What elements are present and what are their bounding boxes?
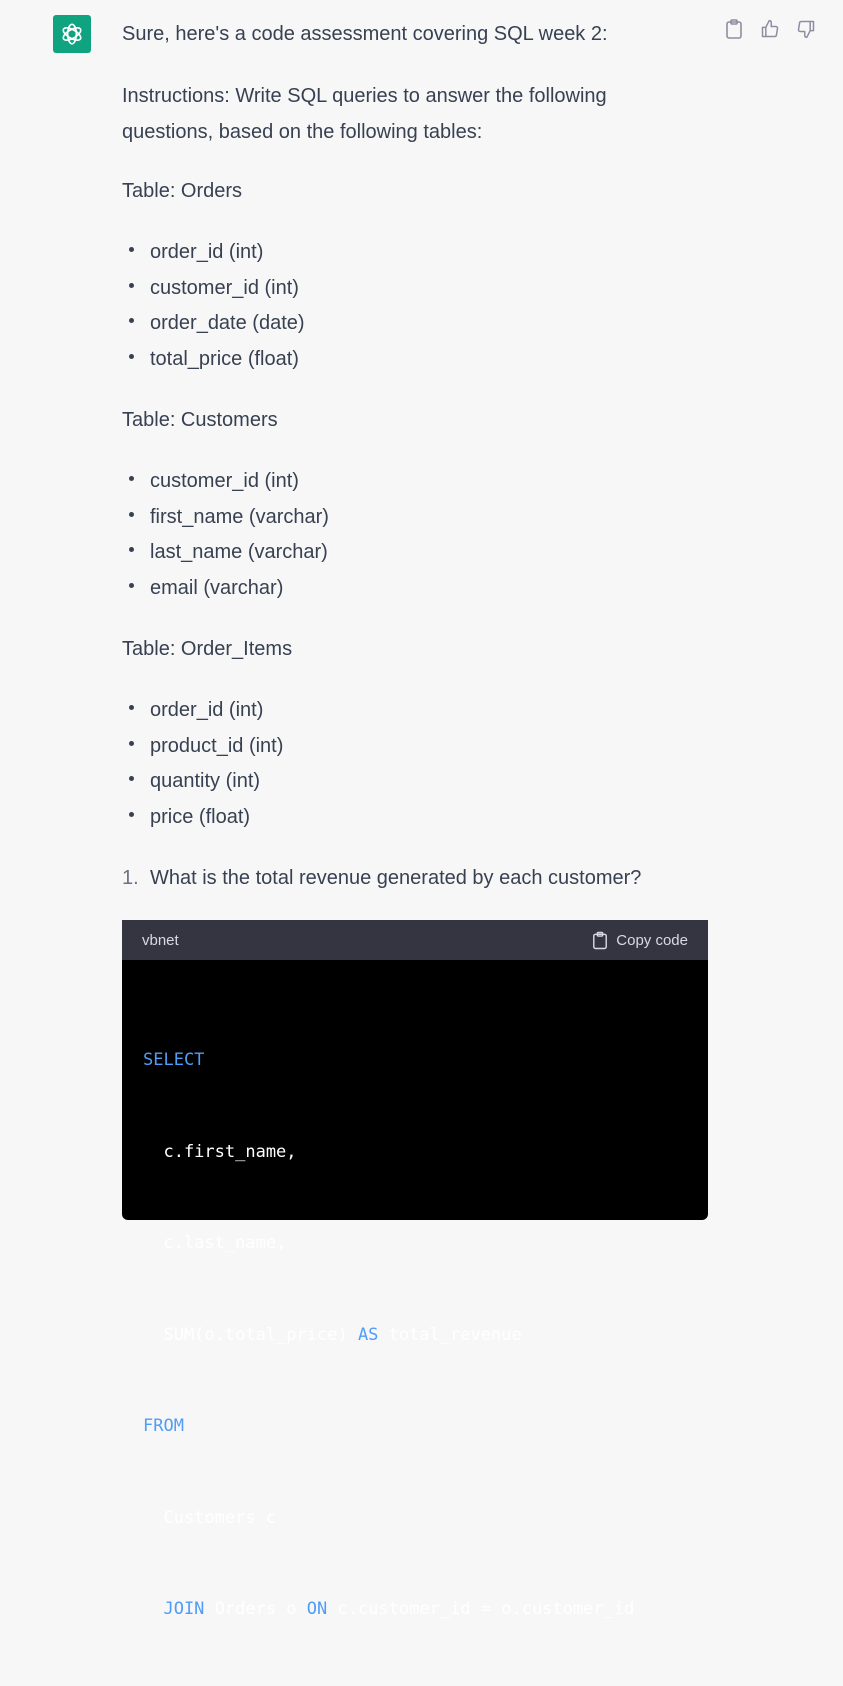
table-title-order-items: Table: Order_Items [122,638,293,660]
list-item: customer_id (int) [122,271,305,307]
code-line [143,1228,688,1259]
order-items-columns-list [122,693,283,835]
list-item: total_price (float) [122,342,305,378]
list-item: last_name (varchar) [122,535,329,571]
sql-keyword: AS [357,1324,379,1345]
code-text: c.first_name, [143,1141,297,1162]
sql-keyword: JOIN [143,1599,205,1619]
message-actions [723,18,817,40]
list-item: email (varchar) [122,571,329,607]
code-block-header [122,920,708,960]
sql-keyword: ON [306,1599,328,1619]
code-line [143,1137,688,1168]
code-text: c.last_name, [143,1233,287,1253]
thumbs-up-icon [760,19,780,39]
openai-logo-icon [59,21,85,47]
sql-keyword: FROM [143,1416,184,1436]
code-body [122,960,708,1686]
list-item: order_id (int) [122,235,305,271]
copy-code-label: Copy code [616,931,688,949]
copy-code-button[interactable] [592,931,688,950]
code-text: SUM(o.total_price) [143,1324,358,1345]
thumbs-up-button[interactable] [759,18,781,40]
list-item: quantity (int) [122,764,283,800]
list-item: order_id (int) [122,693,283,729]
question-item [122,860,641,896]
code-line [143,1594,688,1625]
list-item: product_id (int) [122,729,283,765]
code-line [143,1320,688,1351]
code-line [143,1503,688,1534]
code-text: Customers c [143,1507,277,1528]
table-title-customers: Table: Customers [122,409,278,431]
assistant-avatar [53,15,91,53]
thumbs-down-icon [796,19,816,39]
customers-columns-list [122,464,329,606]
message-intro: Sure, here's a code assessment covering SQL week 2: [122,23,608,45]
list-item: customer_id (int) [122,464,329,500]
question-text: What is the total revenue generated by each customer? [150,867,642,889]
list-item: order_date (date) [122,306,305,342]
list-item: first_name (varchar) [122,500,329,536]
code-line [143,1045,688,1076]
table-title-orders: Table: Orders [122,180,243,202]
sql-keyword: SELECT [143,1050,205,1070]
code-line [143,1411,688,1442]
message-instructions: Instructions: Write SQL queries to answer the following questions, based on the following tables: [122,85,607,143]
code-text: c.customer_id = o.customer_id [327,1599,635,1619]
clipboard-icon [725,19,743,39]
code-block [122,920,708,1619]
question-number: 1. [122,867,139,889]
clipboard-icon [592,931,608,950]
code-language-label: vbnet [142,931,179,949]
code-text: Orders o [204,1599,307,1619]
orders-columns-list [122,235,305,377]
thumbs-down-button[interactable] [795,18,817,40]
list-item: price (float) [122,800,283,836]
copy-message-button[interactable] [723,18,745,40]
code-text: total_revenue [378,1324,522,1345]
